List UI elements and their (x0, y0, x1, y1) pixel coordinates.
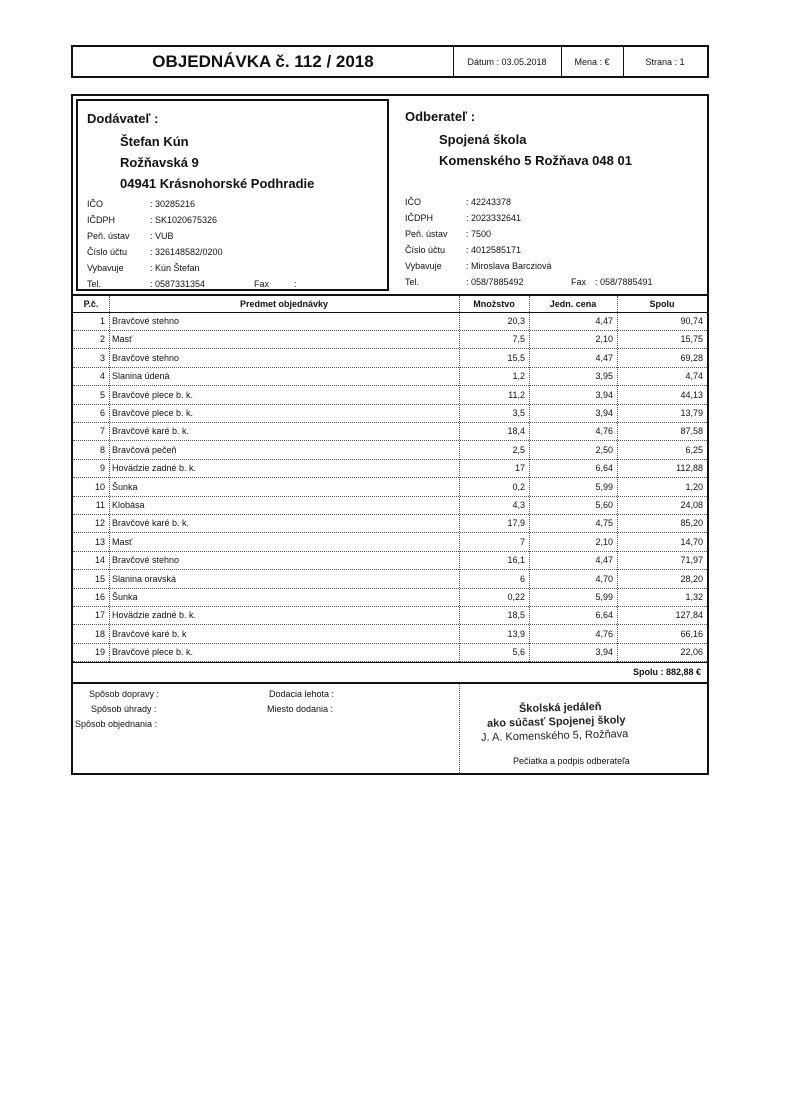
row-unit-price: 6,64 (595, 463, 613, 474)
customer-contact-label: Vybavuje (405, 261, 442, 271)
row-quantity: 15,5 (507, 352, 525, 363)
col-header-item: Predmet objednávky (239, 299, 329, 309)
delivery-term-label: Dodacia lehota : (269, 689, 335, 699)
row-unit-price: 5,99 (595, 592, 613, 602)
stamp-line-2: ako súčasť Spojenej školy (486, 714, 626, 730)
row-total: 6,25 (685, 444, 703, 455)
row-number: 16 (94, 592, 105, 602)
supplier-heading: Dodávateľ : (87, 111, 159, 126)
row-unit-price: 4,47 (595, 352, 613, 363)
table-row (73, 625, 707, 644)
row-unit-price: 4,70 (595, 573, 613, 584)
row-number: 13 (94, 536, 105, 547)
order-title: OBJEDNÁVKA č. 112 / 2018 (152, 51, 374, 71)
row-total: 15,75 (680, 334, 703, 345)
order-currency: Mena : € (574, 56, 610, 67)
row-item: Bravčové plece b. k. (112, 389, 194, 400)
supplier-bank-label: Peň. ústav (87, 231, 130, 241)
customer-account-label: Číslo účtu (405, 245, 446, 255)
supplier-city: 04941 Krásnohorské Podhradie (120, 176, 315, 191)
row-quantity: 3,5 (512, 408, 525, 418)
row-quantity: 11,2 (508, 389, 525, 400)
row-total: 90,74 (680, 316, 703, 326)
row-unit-price: 5,60 (595, 500, 613, 510)
row-number: 17 (94, 610, 105, 621)
row-unit-price: 2,10 (595, 536, 613, 547)
supplier-icdph: : SK1020675326 (150, 215, 218, 225)
customer-fax-label: Fax (571, 277, 587, 287)
parties-section (71, 94, 709, 296)
customer-contact: : Miroslava Barcziová (466, 261, 552, 271)
row-number: 19 (94, 647, 105, 658)
row-item: Šunka (112, 592, 138, 602)
row-total: 4,74 (685, 371, 703, 382)
row-total: 66,16 (680, 628, 703, 639)
row-item: Bravčová pečeň (112, 444, 177, 455)
row-unit-price: 4,75 (595, 518, 613, 529)
customer-icdph: : 2023332641 (466, 213, 522, 223)
ordering-label: Spôsob objednania : (75, 719, 158, 729)
customer-fax: : 058/7885491 (595, 277, 653, 287)
row-quantity: 2,5 (512, 444, 525, 455)
row-total: 24,08 (680, 500, 703, 510)
supplier-account: : 326148582/0200 (150, 247, 223, 257)
supplier-account-label: Číslo účtu (87, 247, 128, 257)
row-number: 2 (99, 334, 105, 345)
row-total: 69,28 (680, 352, 703, 363)
customer-tel: : 058/7885492 (466, 277, 524, 287)
row-number: 4 (99, 371, 105, 382)
supplier-bank: : VUB (150, 231, 174, 241)
row-quantity: 5,6 (512, 647, 525, 658)
row-item: Bravčové stehno (112, 352, 180, 363)
row-unit-price: 4,47 (595, 555, 613, 566)
items-table (71, 296, 709, 684)
col-header-total: Spolu (649, 299, 675, 309)
supplier-name: Štefan Kún (120, 134, 189, 149)
row-unit-price: 3,95 (595, 371, 613, 382)
row-quantity: 16,1 (507, 555, 525, 566)
row-item: Masť (112, 334, 133, 345)
order-date: Dátum : 03.05.2018 (467, 56, 547, 67)
grand-total: Spolu : 882,88 € (632, 667, 701, 677)
row-item: Hovädzie zadné b. k. (112, 463, 197, 474)
table-row (73, 386, 707, 405)
row-item: Bravčové karé b. k. (112, 518, 190, 529)
col-header-quantity: Množstvo (473, 299, 515, 309)
row-quantity: 17 (514, 463, 525, 474)
customer-icdph-label: IČDPH (405, 213, 434, 223)
table-row (73, 643, 707, 662)
row-item: Bravčové plece b. k. (112, 408, 194, 418)
row-total: 127,84 (675, 610, 703, 621)
row-quantity: 0,2 (512, 481, 525, 492)
order-header (71, 45, 709, 78)
payment-label: Spôsob úhrady : (91, 704, 157, 714)
row-unit-price: 3,94 (595, 408, 613, 418)
table-row (73, 514, 707, 533)
table-row (73, 312, 707, 331)
supplier-ico: : 30285216 (150, 199, 196, 209)
signature-caption: Pečiatka a podpis odberateľa (513, 756, 630, 766)
customer-ico-label: IČO (405, 197, 422, 207)
table-row (73, 330, 707, 349)
table-row (73, 496, 707, 515)
row-item: Bravčové stehno (112, 316, 180, 326)
row-number: 7 (99, 426, 105, 437)
customer-bank-label: Peň. ústav (405, 229, 448, 239)
row-total: 71,97 (680, 555, 703, 566)
supplier-fax: : (294, 279, 297, 289)
row-unit-price: 2,50 (595, 444, 613, 455)
row-total: 1,32 (685, 592, 703, 602)
supplier-icdph-label: IČDPH (87, 215, 116, 225)
table-row (73, 441, 707, 460)
row-quantity: 0,22 (507, 592, 525, 602)
row-item: Hovädzie zadné b. k. (112, 610, 197, 621)
row-number: 5 (99, 389, 105, 400)
row-quantity: 7,5 (512, 334, 525, 345)
row-total: 14,70 (680, 536, 703, 547)
row-item: Slanina údená (112, 371, 170, 382)
row-unit-price: 2,10 (595, 334, 613, 345)
table-row (73, 478, 707, 497)
row-total: 87,58 (680, 426, 703, 437)
customer-heading: Odberateľ : (405, 109, 476, 124)
row-unit-price: 4,76 (595, 628, 613, 639)
supplier-fax-label: Fax (254, 279, 270, 289)
col-header-unit-price: Jedn. cena (549, 299, 597, 309)
customer-account: : 4012585171 (466, 245, 522, 255)
row-number: 6 (99, 408, 105, 418)
row-unit-price: 3,94 (595, 647, 613, 658)
row-unit-price: 5,99 (595, 481, 613, 492)
table-row (73, 570, 707, 589)
row-unit-price: 6,64 (595, 610, 613, 621)
order-footer (71, 684, 709, 775)
row-item: Masť (112, 536, 133, 547)
row-item: Bravčové plece b. k. (112, 647, 194, 658)
row-number: 12 (94, 518, 105, 529)
table-row (73, 367, 707, 386)
row-unit-price: 4,47 (595, 316, 613, 326)
stamp-line-3: J. A. Komenského 5, Rožňava (480, 728, 629, 744)
row-number: 18 (94, 628, 105, 639)
row-total: 1,20 (685, 481, 703, 492)
row-total: 28,20 (680, 573, 703, 584)
row-item: Šunka (112, 481, 138, 492)
table-row (73, 459, 707, 478)
table-row (73, 551, 707, 570)
row-quantity: 13,9 (507, 628, 525, 639)
customer-ico: : 42243378 (466, 197, 512, 207)
row-total: 44,13 (680, 389, 703, 400)
row-total: 13,79 (680, 408, 703, 418)
row-item: Bravčové karé b. k. (112, 426, 190, 437)
row-number: 9 (99, 463, 105, 474)
supplier-box (76, 99, 389, 291)
table-row (73, 606, 707, 625)
row-quantity: 1,2 (512, 371, 525, 382)
customer-tel-label: Tel. (405, 277, 420, 287)
order-page: Strana : 1 (645, 56, 685, 67)
row-item: Bravčové stehno (112, 555, 180, 566)
table-row (73, 349, 707, 368)
row-number: 15 (94, 573, 105, 584)
stamp-line-1: Školská jedáleň (518, 700, 602, 716)
row-quantity: 6 (519, 573, 525, 584)
row-item: Slanina oravská (112, 573, 177, 584)
row-quantity: 20,3 (507, 316, 525, 326)
supplier-tel-label: Tel. (87, 279, 102, 289)
supplier-street: Rožňavská 9 (120, 155, 199, 170)
col-header-number: P.č. (83, 299, 99, 309)
row-number: 10 (94, 481, 105, 492)
row-total: 85,20 (680, 518, 703, 529)
table-row (73, 533, 707, 552)
row-item: Klobása (112, 500, 145, 510)
row-quantity: 4,3 (512, 500, 525, 510)
row-number: 8 (99, 444, 105, 455)
row-number: 1 (99, 316, 105, 326)
row-item: Bravčové karé b. k (112, 628, 187, 639)
row-quantity: 7 (519, 536, 525, 547)
supplier-tel: : 0587331354 (150, 279, 206, 289)
row-number: 3 (99, 352, 105, 363)
customer-bank: : 7500 (466, 229, 492, 239)
row-number: 14 (94, 555, 105, 566)
row-unit-price: 3,94 (595, 389, 613, 400)
row-number: 11 (95, 500, 105, 510)
row-total: 22,06 (680, 647, 703, 658)
table-row (73, 422, 707, 441)
supplier-contact: : Kún Štefan (150, 263, 200, 273)
row-quantity: 17,9 (507, 518, 525, 529)
table-row (73, 404, 707, 423)
supplier-ico-label: IČO (87, 199, 104, 209)
row-unit-price: 4,76 (595, 426, 613, 437)
delivery-place-label: Miesto dodania : (267, 704, 334, 714)
row-quantity: 18,4 (507, 426, 525, 437)
customer-street: Komenského 5 Rožňava 048 01 (439, 153, 632, 168)
customer-name: Spojená škola (439, 132, 527, 147)
supplier-contact-label: Vybavuje (87, 263, 124, 273)
row-total: 112,88 (676, 463, 703, 474)
table-row (73, 588, 707, 607)
row-quantity: 18,5 (507, 610, 525, 621)
transport-label: Spôsob dopravy : (89, 689, 160, 699)
